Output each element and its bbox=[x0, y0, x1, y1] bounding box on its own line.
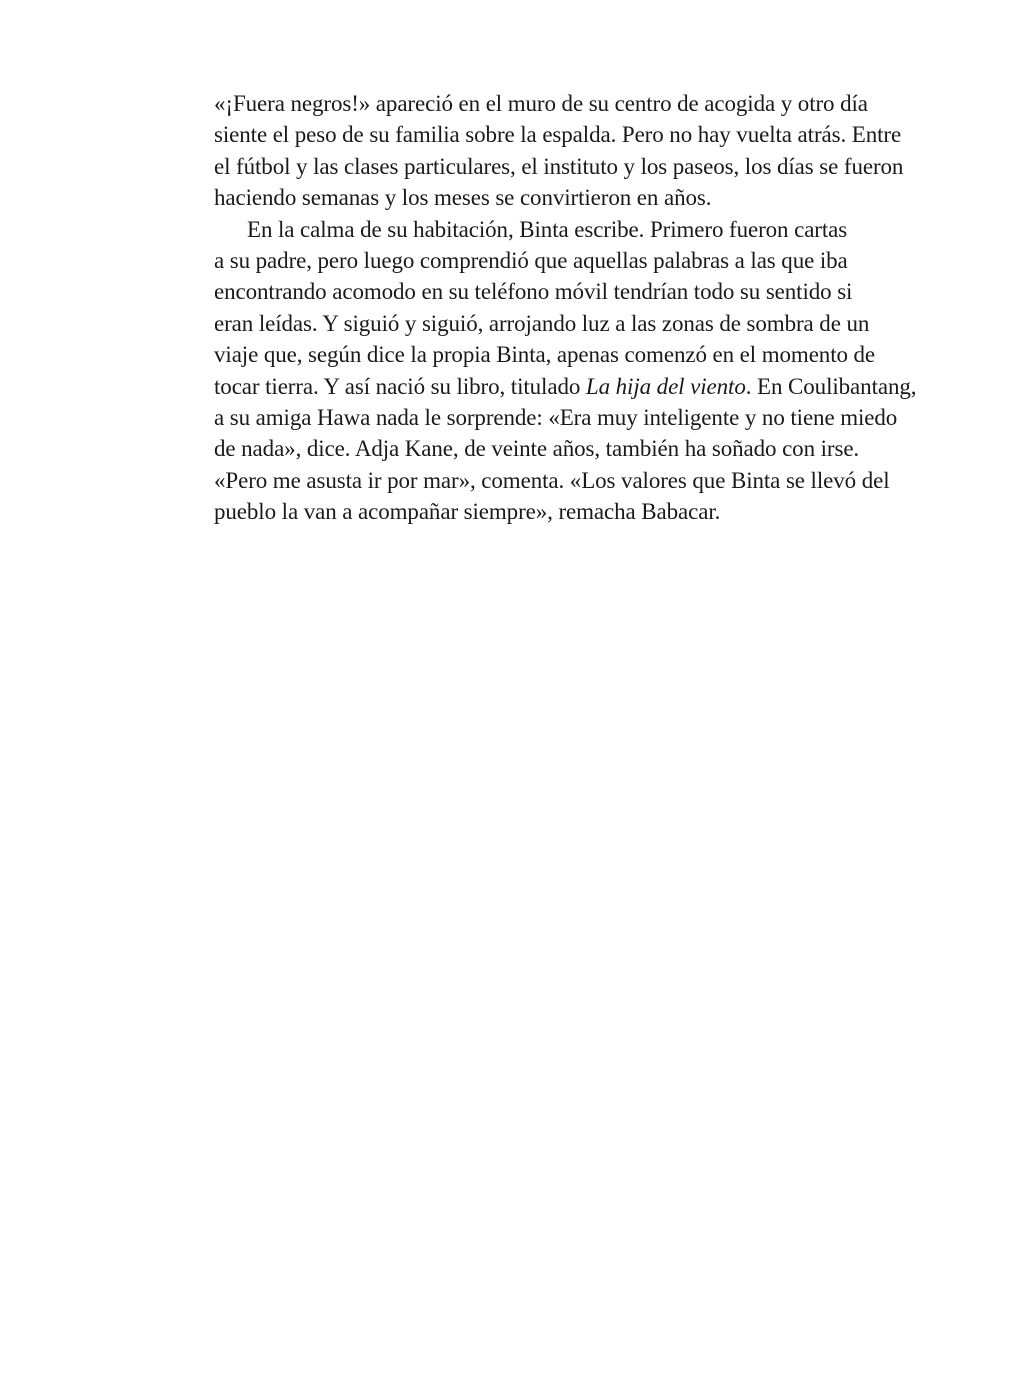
text-line: de nada», dice. Adja Kane, de veinte años, también ha soñado con irse. bbox=[214, 436, 860, 462]
text-line: eran leídas. Y siguió y siguió, arrojando luz a las zonas de sombra de un bbox=[214, 310, 870, 336]
text-line: el fútbol y las clases particulares, el instituto y los paseos, los días se fueron bbox=[214, 153, 904, 179]
text-line: «Pero me asusta ir por mar», comenta. «Los valores que Binta se llevó del bbox=[214, 467, 890, 493]
text-line: haciendo semanas y los meses se convirtieron en años. bbox=[214, 185, 712, 211]
text-line: viaje que, según dice la propia Binta, apenas comenzó en el momento de bbox=[214, 342, 876, 368]
paragraph-1 bbox=[214, 88, 974, 214]
text-line: pueblo la van a acompañar siempre», remacha Babacar. bbox=[214, 499, 721, 525]
text-line: siente el peso de su familia sobre la espalda. Pero no hay vuelta atrás. Entre bbox=[214, 122, 902, 148]
text-line: encontrando acomodo en su teléfono móvil tendrían todo su sentido si bbox=[214, 279, 853, 305]
text-line: «¡Fuera negros!» apareció en el muro de su centro de acogida y otro día bbox=[214, 91, 868, 116]
text-fragment: tocar tierra. Y así nació su libro, titulado bbox=[214, 373, 586, 399]
text-line: a su padre, pero luego comprendió que aquellas palabras a las que iba bbox=[214, 247, 848, 273]
text-line: a su amiga Hawa nada le sorprende: «Era muy inteligente y no tiene miedo bbox=[214, 404, 898, 430]
text-line: En la calma de su habitación, Binta escribe. Primero fueron cartas bbox=[247, 216, 848, 242]
book-title: La hija del viento bbox=[585, 373, 746, 399]
paragraph-2 bbox=[214, 214, 974, 528]
text-fragment: . En Coulibantang, bbox=[745, 373, 917, 399]
article-text bbox=[214, 88, 974, 527]
text-line-with-book-title bbox=[214, 371, 974, 402]
